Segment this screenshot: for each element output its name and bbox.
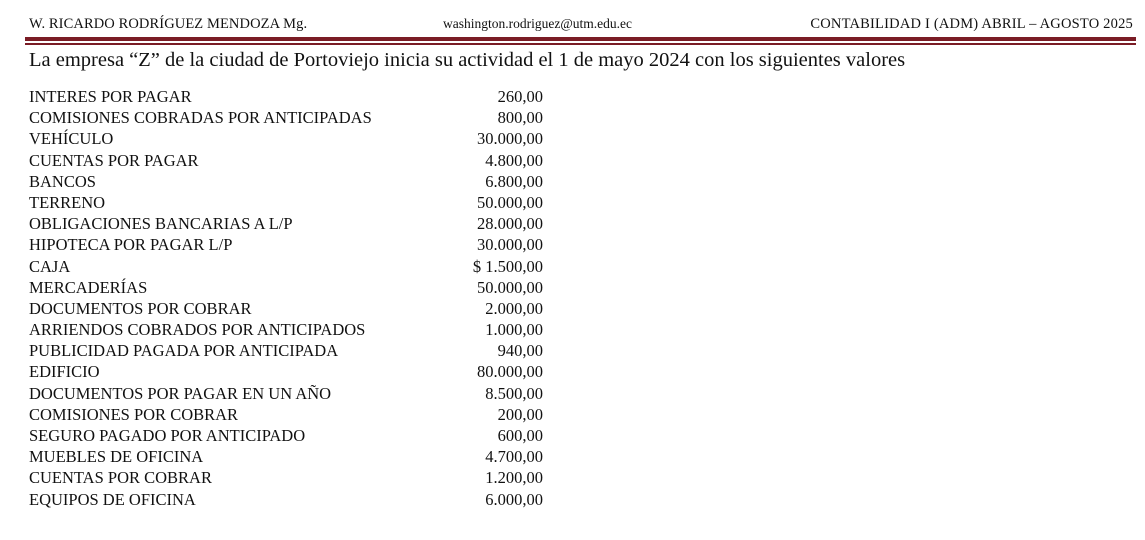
account-amount: 8.500,00 <box>485 383 543 403</box>
account-name: HIPOTECA POR PAGAR L/P <box>29 235 233 255</box>
account-row <box>29 320 545 341</box>
account-name: DOCUMENTOS POR COBRAR <box>29 298 252 318</box>
account-name: OBLIGACIONES BANCARIAS A L/P <box>29 214 293 234</box>
account-amount: 1.000,00 <box>485 320 543 340</box>
account-name: COMISIONES POR COBRAR <box>29 404 239 424</box>
account-amount: 260,00 <box>497 87 543 106</box>
account-name: VEHÍCULO <box>29 129 114 149</box>
author-name: W. RICARDO RODRÍGUEZ MENDOZA Mg. <box>29 16 308 32</box>
account-name: SEGURO PAGADO POR ANTICIPADO <box>29 426 306 445</box>
account-name: EQUIPOS DE OFICINA <box>29 489 196 509</box>
account-amount: 30.000,00 <box>477 129 543 149</box>
account-row <box>29 193 545 214</box>
account-amount: 4.700,00 <box>485 447 543 467</box>
account-amount: 2.000,00 <box>485 298 543 318</box>
account-name: MUEBLES DE OFICINA <box>29 447 204 467</box>
course-title: CONTABILIDAD I (ADM) ABRIL – AGOSTO 2025 <box>810 16 1133 32</box>
account-row <box>29 299 545 320</box>
account-amount: 6.000,00 <box>485 489 543 509</box>
account-row <box>29 426 545 447</box>
account-row <box>29 341 545 362</box>
account-amount: 600,00 <box>497 426 543 445</box>
account-row <box>29 362 545 383</box>
accounts-list <box>29 87 545 511</box>
author-email: washington.rodriguez@utm.edu.ec <box>443 16 633 31</box>
account-amount: 6.800,00 <box>485 171 543 191</box>
account-name: CUENTAS POR PAGAR <box>29 150 199 170</box>
account-amount: $ 1.500,00 <box>472 256 543 276</box>
account-amount: 80.000,00 <box>477 362 543 382</box>
account-row <box>29 108 545 129</box>
account-name: INTERES POR PAGAR <box>29 87 192 106</box>
account-amount: 1.200,00 <box>485 468 543 488</box>
account-name: PUBLICIDAD PAGADA POR ANTICIPADA <box>29 341 339 361</box>
account-row <box>29 405 545 426</box>
account-name: DOCUMENTOS POR PAGAR EN UN AÑO <box>29 383 332 403</box>
account-amount: 800,00 <box>497 108 543 128</box>
account-amount: 200,00 <box>497 404 543 424</box>
account-row <box>29 257 545 278</box>
account-row <box>29 384 545 405</box>
account-row <box>29 490 545 511</box>
account-row <box>29 447 545 468</box>
account-amount: 30.000,00 <box>477 235 543 255</box>
account-name: ARRIENDOS COBRADOS POR ANTICIPADOS <box>29 320 366 340</box>
account-amount: 50.000,00 <box>477 192 543 212</box>
account-row <box>29 214 545 235</box>
account-name: CAJA <box>29 256 71 276</box>
account-name: BANCOS <box>29 171 96 191</box>
account-row <box>29 235 545 256</box>
account-name: EDIFICIO <box>29 362 100 382</box>
page-header <box>29 16 1135 38</box>
header-rule-thin <box>25 43 1136 45</box>
account-row <box>29 151 545 172</box>
account-amount: 940,00 <box>497 341 543 361</box>
account-name: MERCADERÍAS <box>29 277 148 297</box>
account-amount: 50.000,00 <box>477 277 543 297</box>
header-rule-thick <box>25 37 1136 41</box>
account-row <box>29 87 545 108</box>
account-amount: 28.000,00 <box>477 214 543 234</box>
account-row <box>29 468 545 489</box>
account-amount: 4.800,00 <box>485 150 543 170</box>
account-row <box>29 278 545 299</box>
account-name: TERRENO <box>29 192 106 212</box>
account-name: COMISIONES COBRADAS POR ANTICIPADAS <box>29 108 372 128</box>
account-name: CUENTAS POR COBRAR <box>29 468 212 488</box>
account-row <box>29 129 545 150</box>
intro-text: La empresa “Z” de la ciudad de Portoviejo inicia su actividad el 1 de mayo 2024 con los siguientes valores <box>29 49 906 71</box>
account-row <box>29 172 545 193</box>
